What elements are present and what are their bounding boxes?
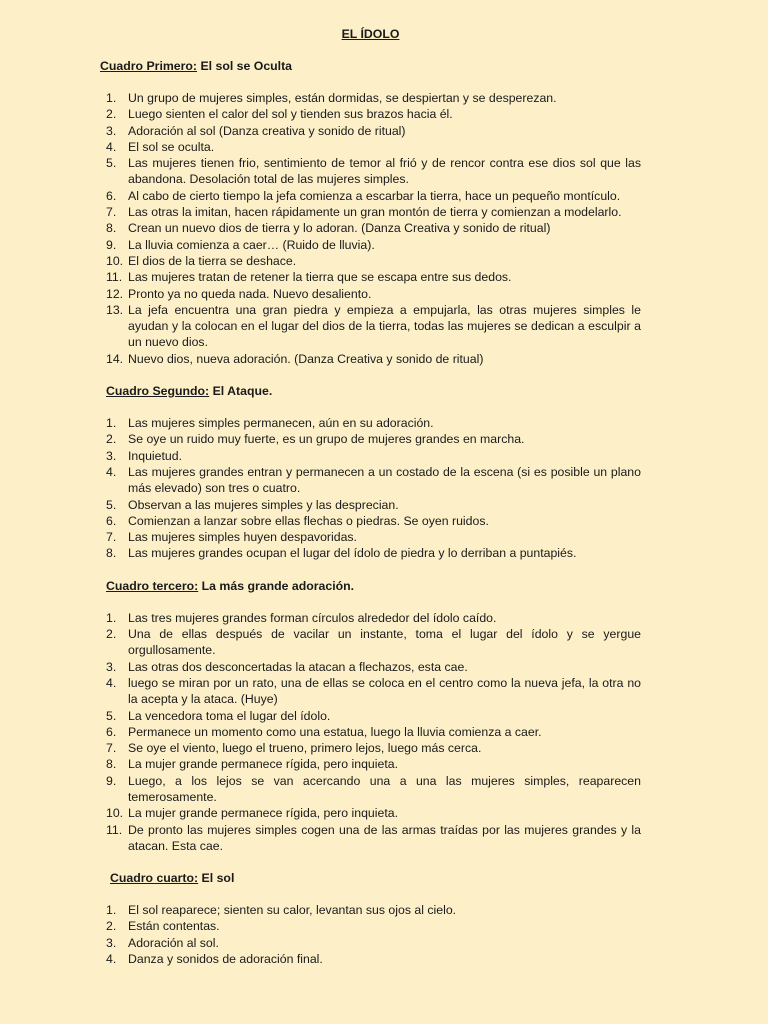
list-item-text: El sol reaparece; sienten su calor, levantan sus ojos al cielo. <box>128 903 457 918</box>
list-item <box>106 951 641 967</box>
list-item-text: Permanece un momento como una estatua, luego la lluvia comienza a caer. <box>128 724 542 739</box>
section-heading-title: El Ataque. <box>209 384 273 399</box>
list-item-text: Al cabo de cierto tiempo la jefa comienza a escarbar la tierra, hace un pequeño montículo. <box>128 188 621 203</box>
list-item-number: 4. <box>106 464 117 479</box>
list-item <box>106 497 641 513</box>
list-item <box>106 253 641 269</box>
list-item-text: Inquietud. <box>128 448 183 463</box>
list-item-number: 3. <box>106 659 117 674</box>
list-item-text: Las mujeres grandes entran y permanecen a un costado de la escena (si es posible un plano más elevado) son tres o cuatro. <box>128 464 641 496</box>
section-heading-label: Cuadro cuarto: <box>110 871 199 886</box>
list-item-number: 3. <box>106 935 117 950</box>
list-item <box>106 188 641 204</box>
list-item <box>106 902 641 918</box>
list-item-text: Las mujeres tienen frio, sentimiento de temor al frió y de rencor contra ese dios sol que las abandona. Desolación total de las mujeres simples. <box>128 156 641 187</box>
list-item-number: 12. <box>106 286 124 301</box>
list-item-text: La vencedora toma el lugar del ídolo. <box>128 708 331 723</box>
list-item-text: Las mujeres tratan de retener la tierra que se escapa entre sus dedos. <box>128 270 512 285</box>
list-item-text: De pronto las mujeres simples cogen una de las armas traídas por las mujeres grandes y la atacan. Esta cae. <box>128 822 641 853</box>
list-item-number: 1. <box>106 416 117 431</box>
list-item-number: 9. <box>106 773 117 788</box>
list-item-number: 1. <box>106 903 117 918</box>
list-item-number: 4. <box>106 139 117 154</box>
list-item-number: 5. <box>106 497 117 512</box>
list-item <box>106 545 641 561</box>
list-item-number: 6. <box>106 513 117 528</box>
list-item-number: 11. <box>106 822 123 837</box>
list-item-number: 6. <box>106 724 117 739</box>
list-item <box>106 431 641 447</box>
list-item <box>106 90 641 106</box>
list-item <box>106 626 641 659</box>
section-heading-label: Cuadro Primero: <box>100 59 198 73</box>
list-item-number: 1. <box>106 91 117 105</box>
section-cuadro-1 <box>100 58 641 367</box>
list-item-number: 8. <box>106 221 117 236</box>
list-item <box>106 513 641 529</box>
list-item-text: La mujer grande permanece rígida, pero inquieta. <box>128 757 399 772</box>
list-item-text: Las mujeres simples permanecen, aún en su adoración. <box>128 416 434 431</box>
list-item-number: 11. <box>106 270 123 285</box>
list-item <box>106 918 641 934</box>
list-item-text: La lluvia comienza a caer… (Ruido de lluvia). <box>128 237 375 252</box>
list-item-number: 5. <box>106 708 117 723</box>
list-item-text: Luego, a los lejos se van acercando una a una las mujeres simples, reaparecen temerosamente. <box>128 773 641 804</box>
list-item-number: 4. <box>106 952 117 967</box>
list-item <box>106 237 641 253</box>
section-cuadro-3 <box>100 578 641 854</box>
list-item-number: 6. <box>106 188 117 203</box>
list-item <box>106 659 641 675</box>
list-item-text: Comienzan a lanzar sobre ellas flechas o piedras. Se oyen ruidos. <box>128 513 489 528</box>
list-item-number: 14. <box>106 351 124 366</box>
sections-container <box>100 58 641 967</box>
list-item-text: Adoración al sol (Danza creativa y sonido de ritual) <box>128 123 406 138</box>
list-item <box>106 740 641 756</box>
list-item <box>106 464 641 497</box>
list-item-text: Las otras dos desconcertadas la atacan a flechazos, esta cae. <box>128 659 468 674</box>
list-item-text: Las tres mujeres grandes forman círculos alrededor del ídolo caído. <box>128 610 497 625</box>
list-item <box>106 123 641 139</box>
list-item-text: La jefa encuentra una gran piedra y empieza a empujarla, las otras mujeres simples le ayudan y la colocan en el lugar del dios de la tierra, todas las mujeres se dedican a esculpir a un nuevo dios. <box>128 302 641 350</box>
section-cuadro-2 <box>100 383 641 562</box>
list-item-number: 9. <box>106 237 117 252</box>
list-item-number: 8. <box>106 546 117 561</box>
section-cuadro-4 <box>100 870 641 967</box>
list-item <box>106 529 641 545</box>
list-item-number: 7. <box>106 530 117 545</box>
numbered-list <box>100 610 641 854</box>
list-item-number: 7. <box>106 205 117 220</box>
list-item-text: Una de ellas después de vacilar un instante, toma el lugar del ídolo y se yergue orgullosamente. <box>128 627 641 658</box>
list-item <box>106 351 641 367</box>
list-item <box>106 204 641 220</box>
list-item <box>106 220 641 236</box>
list-item-text: El dios de la tierra se deshace. <box>128 253 297 268</box>
list-item <box>106 822 641 855</box>
list-item <box>106 302 641 351</box>
list-item-text: Las mujeres grandes ocupan el lugar del ídolo de piedra y lo derriban a puntapiés. <box>128 546 577 561</box>
list-item-number: 2. <box>106 627 117 642</box>
list-item-text: Se oye el viento, luego el trueno, primero lejos, luego más cerca. <box>128 741 482 756</box>
list-item <box>106 935 641 951</box>
list-item-text: Pronto ya no queda nada. Nuevo desaliento. <box>128 286 372 301</box>
list-item-text: La mujer grande permanece rígida, pero inquieta. <box>128 806 399 821</box>
list-item <box>106 106 641 122</box>
section-heading <box>100 58 641 74</box>
list-item-number: 3. <box>106 448 117 463</box>
list-item <box>106 724 641 740</box>
list-item-text: Crean un nuevo dios de tierra y lo adoran. (Danza Creativa y sonido de ritual) <box>128 221 551 236</box>
numbered-list <box>100 90 641 367</box>
list-item <box>106 805 641 821</box>
list-item <box>106 756 641 772</box>
list-item-number: 5. <box>106 156 117 171</box>
list-item <box>106 448 641 464</box>
list-item-text: Observan a las mujeres simples y las desprecian. <box>128 497 399 512</box>
list-item-text: Un grupo de mujeres simples, están dormidas, se despiertan y se desperezan. <box>128 91 557 105</box>
list-item-number: 10. <box>106 253 124 268</box>
list-item-number: 13. <box>106 302 124 317</box>
list-item-number: 2. <box>106 107 117 122</box>
section-heading-label: Cuadro tercero: <box>106 578 199 593</box>
list-item-number: 2. <box>106 432 117 447</box>
list-item <box>106 155 641 188</box>
section-heading <box>100 383 641 399</box>
list-item <box>106 286 641 302</box>
section-heading-title: El sol se Oculta <box>197 59 293 73</box>
list-item <box>106 708 641 724</box>
list-item <box>106 139 641 155</box>
list-item <box>106 415 641 431</box>
section-heading-title: La más grande adoración. <box>198 578 355 593</box>
list-item-number: 10. <box>106 806 124 821</box>
list-item-number: 4. <box>106 675 117 690</box>
section-heading <box>100 578 641 594</box>
section-heading-label: Cuadro Segundo: <box>106 384 210 399</box>
list-item-number: 8. <box>106 757 117 772</box>
list-item <box>106 773 641 806</box>
list-item-text: El sol se oculta. <box>128 139 215 154</box>
list-item-number: 1. <box>106 610 117 625</box>
list-item-text: luego se miran por un rato, una de ellas se coloca en el centro como la nueva jefa, la otra no la acepta y la ataca. (Huye) <box>128 675 641 707</box>
list-item <box>106 269 641 285</box>
list-item-number: 2. <box>106 919 117 934</box>
list-item-text: Nuevo dios, nueva adoración. (Danza Creativa y sonido de ritual) <box>128 351 484 366</box>
list-item-text: Las otras la imitan, hacen rápidamente un gran montón de tierra y comienzan a modelarlo. <box>128 205 622 220</box>
list-item-text: Las mujeres simples huyen despavoridas. <box>128 530 357 545</box>
list-item-text: Danza y sonidos de adoración final. <box>128 952 323 967</box>
list-item-text: Se oye un ruido muy fuerte, es un grupo de mujeres grandes en marcha. <box>128 432 525 447</box>
list-item <box>106 675 641 708</box>
list-item-text: Adoración al sol. <box>128 935 219 950</box>
section-heading <box>100 870 641 886</box>
list-item <box>106 610 641 626</box>
section-heading-title: El sol <box>198 871 235 886</box>
numbered-list <box>100 902 641 967</box>
list-item-number: 3. <box>106 123 117 138</box>
document-title: EL ÍDOLO <box>341 27 400 41</box>
list-item-text: Están contentas. <box>128 919 220 934</box>
list-item-text: Luego sienten el calor del sol y tienden sus brazos hacia él. <box>128 107 453 122</box>
list-item-number: 7. <box>106 741 117 756</box>
numbered-list <box>100 415 641 562</box>
